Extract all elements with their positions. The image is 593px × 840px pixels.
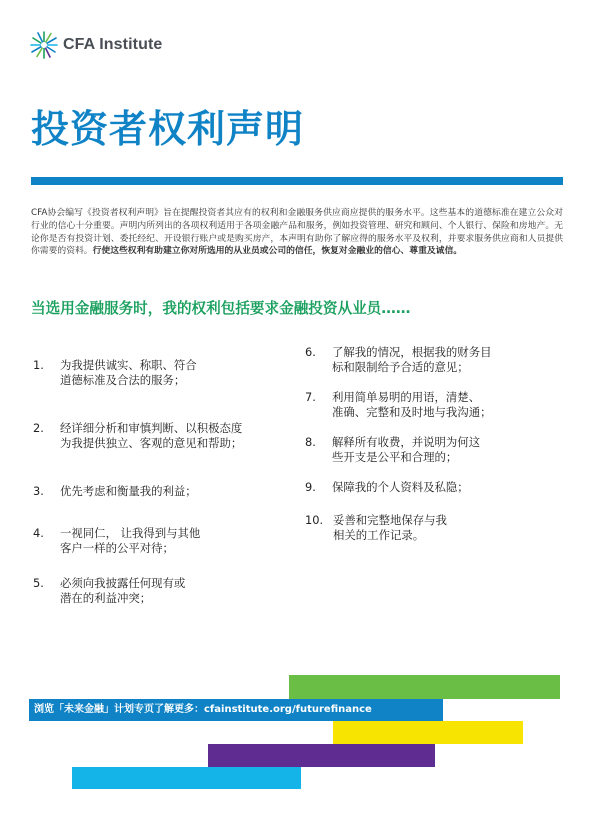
item-text: 保障我的个人资料及私隐； [332,480,469,494]
item-line: 一视同仁， 让我得到与其他 [60,526,201,540]
rights-subheading: 当选用金融服务时，我的权利包括要求金融投资从业员…… [31,300,411,317]
cfa-logo [29,30,162,60]
rights-list-left [33,358,283,638]
list-item [33,576,283,638]
item-text [332,390,555,435]
item-line: 相关的工作记录。 [333,528,425,542]
item-text [333,513,555,557]
item-line: 必须向我披露任何现有或 [60,576,186,590]
item-line: 了解我的情况，根据我的财务目 [332,345,492,359]
item-number: 9. [305,480,316,494]
item-text: 优先考虑和衡量我的利益； [60,484,197,498]
item-number: 4. [33,526,44,540]
title-rule [31,177,563,185]
item-line: 经详细分析和审慎判断、以积极态度 [60,421,243,435]
item-line: 妥善和完整地保存与我 [333,513,447,527]
cfa-globe-logo-icon [29,30,59,60]
item-number: 1. [33,358,44,372]
list-item [305,345,555,390]
item-number: 3. [33,484,44,498]
list-item [33,484,283,526]
item-line: 准确、完整和及时地与我沟通； [332,405,492,419]
item-text [60,526,283,576]
rights-list-right [305,345,555,557]
item-line: 客户一样的公平对待； [60,541,174,555]
item-line: 为我提供独立、客观的意见和帮助； [60,436,243,450]
intro-paragraph [31,207,563,258]
item-number: 5. [33,576,44,590]
item-number: 7. [305,390,316,404]
item-text [60,358,283,421]
list-item [33,358,283,421]
item-text [60,576,283,638]
intro-body: CFA协会编写《投资者权利声明》旨在提醒投资者其应有的权利和金融服务供应商应提供的服务水平。这些基本的道德标准在建立公众对行业的信心十分重要。声明内所列出的各项权利适用于各项金融产品和服务，例如投资管理、研究和顾问、个人银行、保险和房地产。无论你是否有投资计划、委托经纪、开设银行账户或是购买房产，本声明有助你了解应得的服务水平及权利，并要求服务供应商和人员提供你需要的资料。 [31,208,563,257]
item-line: 道德标准及合法的服务； [60,373,186,387]
list-item [305,390,555,435]
item-text [60,421,283,484]
decor-bar-cyan [72,767,301,789]
decor-bar-purple [208,744,435,767]
item-line: 解释所有收费，并说明为何这 [332,435,481,449]
item-line: 些开支是公平和合理的； [332,450,458,464]
item-line: 潜在的利益冲突； [60,591,152,605]
item-line: 为我提供诚实、称职、符合 [60,358,197,372]
intro-emphasis: 行使这些权利有助建立你对所选用的从业员或公司的信任，恢复对金融业的信心、尊重及诚信。 [92,246,463,257]
item-line: 利用简单易明的用语，清楚、 [332,390,481,404]
list-item [305,513,555,557]
item-number: 2. [33,421,44,435]
logo-text: CFA Institute [63,36,163,53]
decor-bar-green [289,675,560,699]
list-item [305,435,555,480]
page-title: 投资者权利声明 [31,107,305,151]
item-line: 标和限制给予合适的意见； [332,360,469,374]
list-item [33,421,283,484]
item-text [332,435,555,480]
item-text [332,345,555,390]
decor-bar-yellow [333,721,523,744]
future-finance-link[interactable]: 浏览「未来金融」计划专页了解更多：cfainstitute.org/futurefinance [34,704,372,715]
list-item [305,480,555,513]
item-number: 10. [305,513,324,527]
list-item [33,526,283,576]
item-number: 6. [305,345,316,359]
item-number: 8. [305,435,316,449]
